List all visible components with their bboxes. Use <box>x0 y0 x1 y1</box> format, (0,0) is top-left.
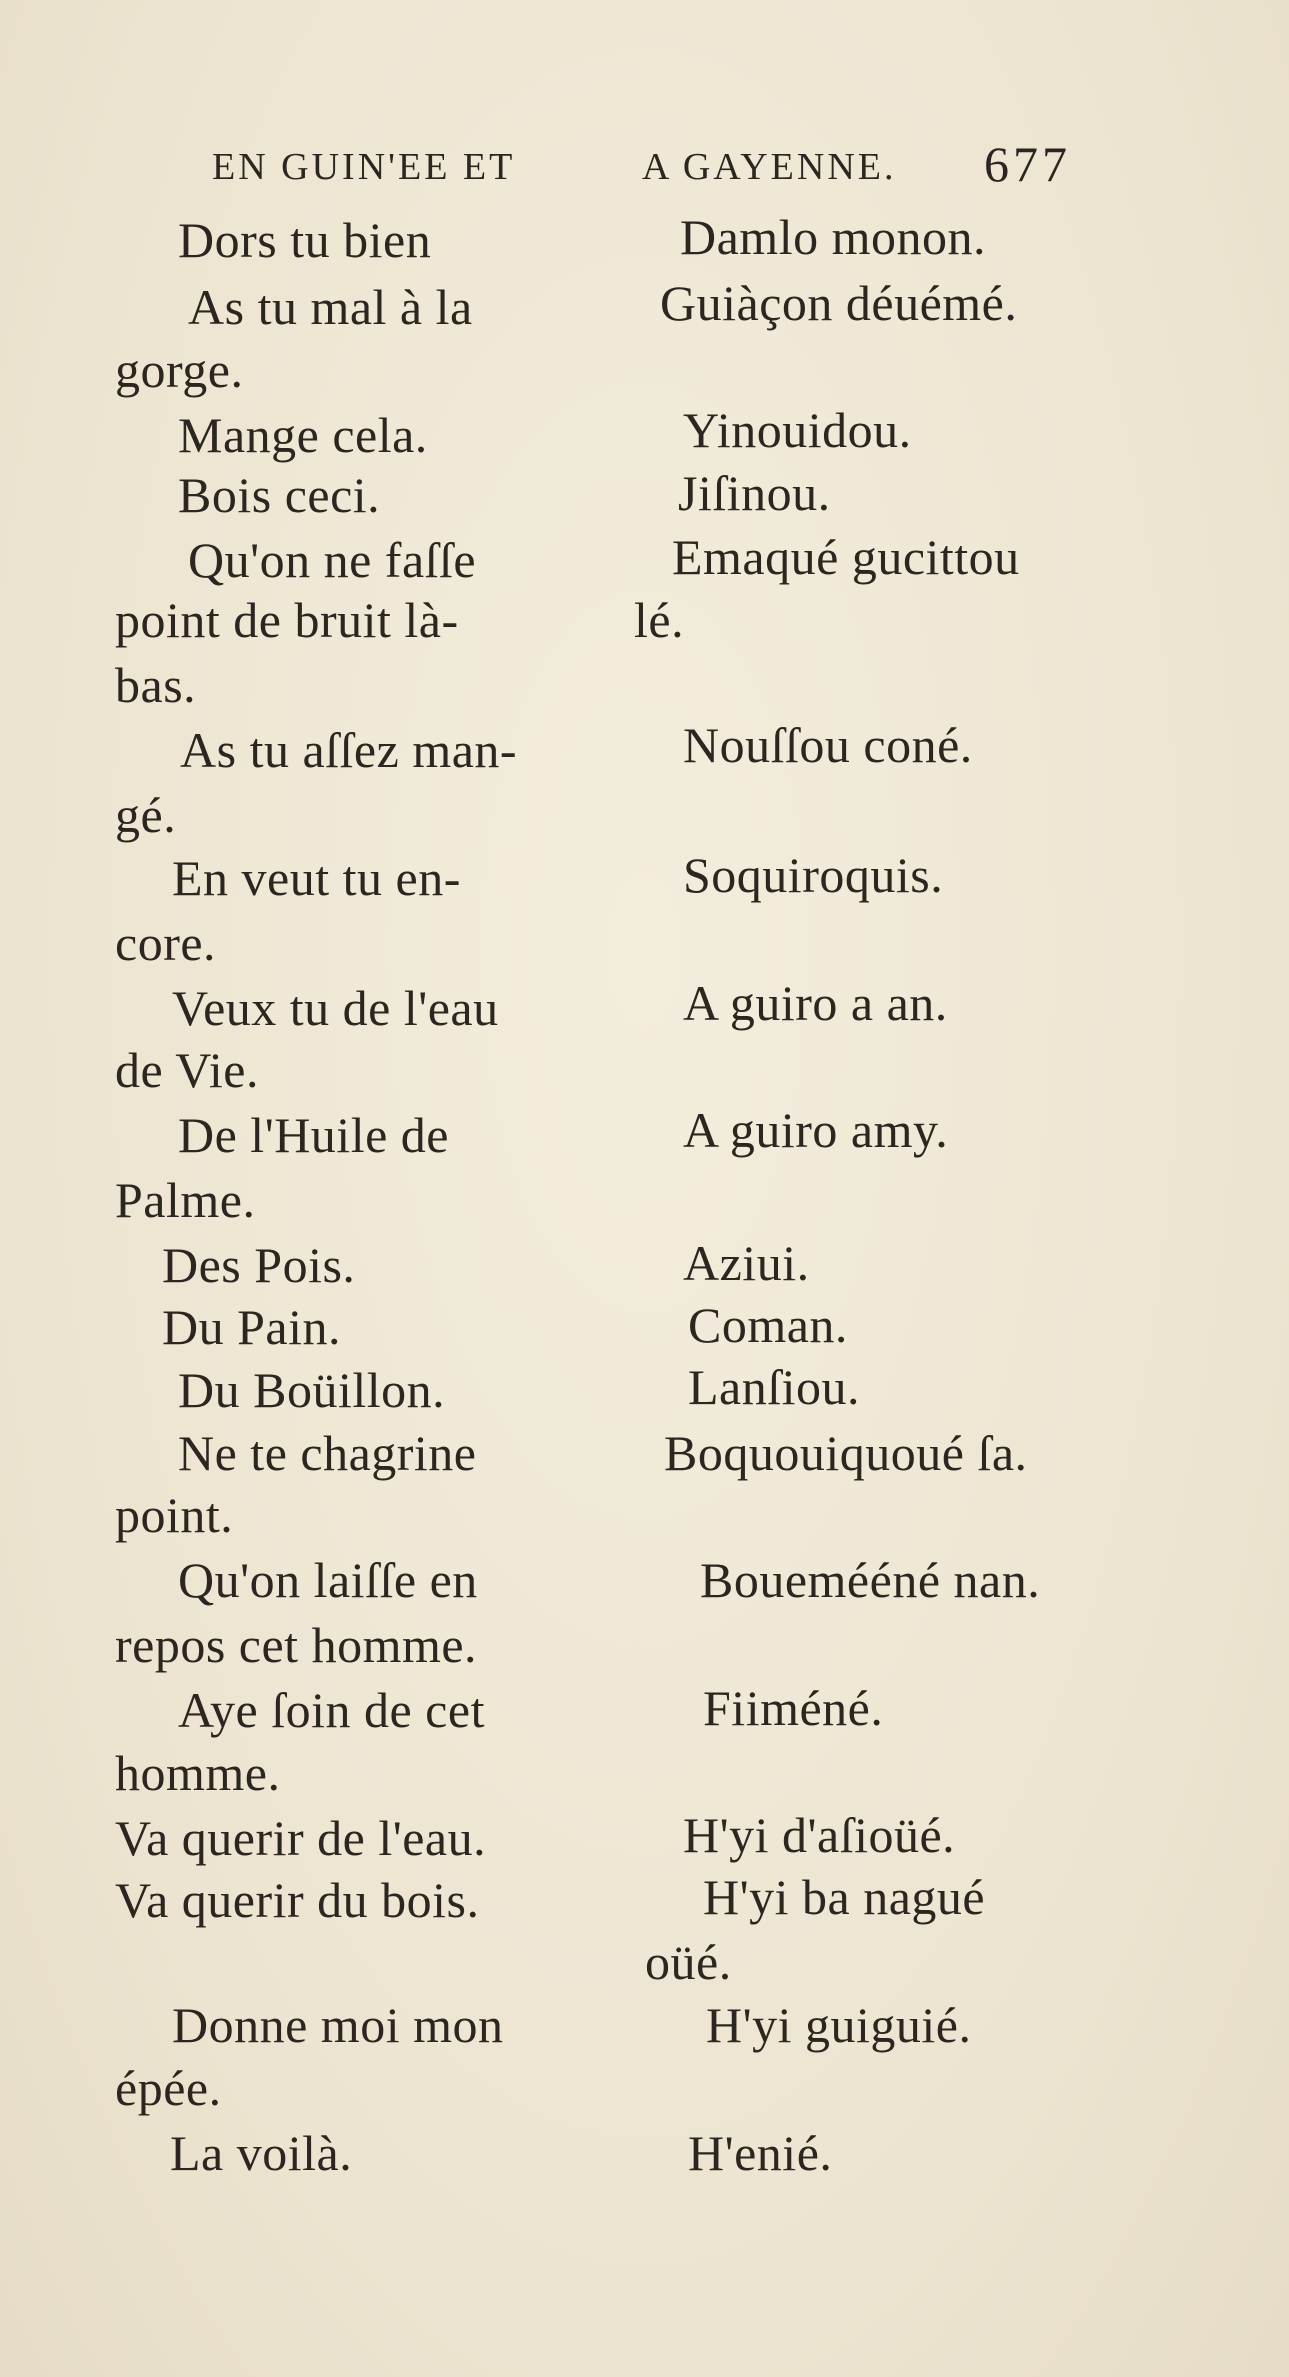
french-line: Du Pain. <box>162 1299 341 1355</box>
french-line: Veux tu de l'eau <box>172 980 499 1036</box>
guinean-line: Bouemééné nan. <box>700 1552 1041 1608</box>
french-line: Va querir de l'eau. <box>115 1810 487 1866</box>
running-title-left: EN GUIN'EE ET <box>212 146 516 188</box>
french-line: épée. <box>115 2060 222 2116</box>
french-line: En veut tu en- <box>172 850 461 906</box>
french-line: de Vie. <box>115 1042 259 1098</box>
french-line: gé. <box>115 787 177 843</box>
french-line: point. <box>115 1487 234 1543</box>
guinean-line: A guiro a an. <box>683 975 948 1031</box>
guinean-line: Aziui. <box>683 1235 810 1291</box>
running-title-right: A GAYENNE. <box>642 146 897 188</box>
guinean-line: A guiro amy. <box>683 1102 949 1158</box>
french-line: As tu aſſez man- <box>180 722 518 778</box>
french-line: Mange cela. <box>178 407 428 463</box>
page-number: 677 <box>984 136 1071 192</box>
french-line: Bois ceci. <box>178 467 381 523</box>
guinean-line: Coman. <box>688 1297 848 1353</box>
guinean-line: Damlo monon. <box>680 209 986 265</box>
french-line: Ne te chagrine <box>178 1425 477 1481</box>
french-line: Qu'on laiſſe en <box>178 1552 478 1608</box>
guinean-line: Yinouidou. <box>683 402 912 458</box>
guinean-line: H'yi ba nagué <box>703 1869 986 1925</box>
french-line: core. <box>115 915 217 971</box>
french-line: point de bruit là- <box>115 592 459 648</box>
guinean-line: Fiiméné. <box>703 1680 884 1736</box>
french-line: Qu'on ne faſſe <box>188 532 477 588</box>
guinean-line: H'enié. <box>688 2125 833 2181</box>
guinean-line: Emaqué gucittou <box>672 529 1020 585</box>
guinean-line: H'yi guiguié. <box>706 1997 972 2053</box>
french-line: Palme. <box>115 1172 256 1228</box>
french-line: bas. <box>115 657 197 713</box>
guinean-line: Boquouiquoué ſa. <box>664 1425 1028 1481</box>
guinean-line: Lanſiou. <box>688 1359 861 1415</box>
guinean-line: Soquiroquis. <box>683 847 944 903</box>
guinean-line: oüé. <box>645 1934 732 1990</box>
french-line: repos cet homme. <box>115 1617 478 1673</box>
french-line: Dors tu bien <box>178 212 432 268</box>
french-line: Des Pois. <box>162 1237 356 1293</box>
french-line: Donne moi mon <box>172 1997 504 2053</box>
french-line: Va querir du bois. <box>115 1872 480 1928</box>
french-line: homme. <box>115 1745 281 1801</box>
guinean-line: Nouſſou coné. <box>683 717 973 773</box>
french-line: gorge. <box>115 342 244 398</box>
french-line: Du Boüillon. <box>178 1362 446 1418</box>
running-header <box>212 136 1112 205</box>
guinean-line: Guiàçon déuémé. <box>660 275 1018 331</box>
french-line: As tu mal à la <box>188 279 473 335</box>
french-line: Aye ſoin de cet <box>178 1682 485 1738</box>
french-line: De l'Huile de <box>178 1107 449 1163</box>
guinean-line: lé. <box>634 592 685 648</box>
french-line: La voilà. <box>170 2125 353 2181</box>
guinean-line: Jiſinou. <box>678 465 831 521</box>
guinean-line: H'yi d'aſioüé. <box>683 1807 956 1863</box>
